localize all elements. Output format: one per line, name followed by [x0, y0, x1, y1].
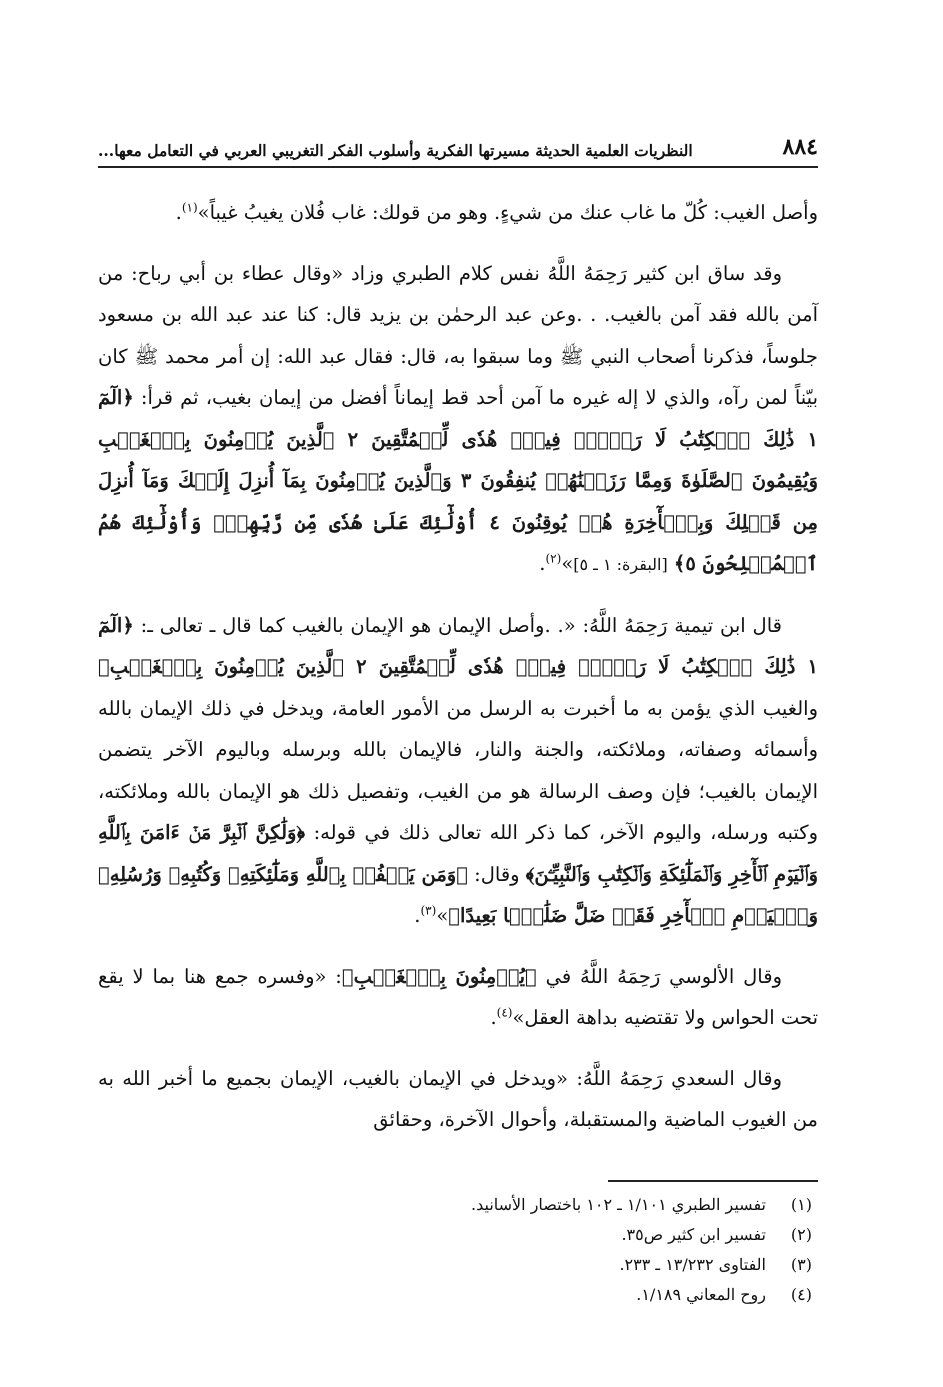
main-text	[98, 192, 818, 1160]
footnote-number: (٤)	[790, 1285, 812, 1304]
paragraph-text: وقال:	[474, 862, 520, 886]
quran-verse: ﴿يُؤۡمِنُونَ بِٱلۡغَيۡبِ﴾	[341, 964, 537, 988]
paragraph-ibn-kathir	[98, 253, 818, 586]
paragraph-text: والغيب الذي يؤمن به ما أخبرت به الرسل من الأمور العامة، ويدخل في ذلك الإيمان بالله وأسمائه وصفاته، وملائكته، والجنة والنار، فالإيمان بالله وبرسله وباليوم الآخر يتضمن الإيمان بالغيب؛ فإن وصف الرسالة هو من الغيب، وتفصيل ذلك هو الإيمان بالله وملائكته، وكتبه ورسله، واليوم الآخر، كما ذكر الله تعالى ذلك في قوله:	[98, 696, 819, 844]
footnote-item	[98, 1280, 812, 1310]
paragraph-text: : «وفسره جمع هنا بما لا يقع تحت الحواس ولا تقتضيه بداهة العقل»	[98, 964, 818, 1029]
paragraph-saadi	[98, 1058, 818, 1141]
footnote-item	[98, 1220, 812, 1250]
quran-verse: ﴿الٓمٓ ١ ذَٰلِكَ ٱلۡكِتَٰبُ لَا رَيۡبَۛ فِيهِۛ هُدٗى لِّلۡمُتَّقِينَ ٢ ٱلَّذِينَ يُؤۡمِنُونَ بِٱلۡغَيۡبِ وَيُقِيمُونَ ٱلصَّلَوٰةَ وَمِمَّا رَزَقۡنَٰهُمۡ يُنفِقُونَ ٣ وَٱلَّذِينَ يُؤۡمِنُونَ بِمَآ أُنزِلَ إِلَيۡكَ وَمَآ أُنزِلَ مِن قَبۡلِكَ وَبِٱلۡأٓخِرَةِ هُمۡ يُوقِنُونَ ٤ أُوْلَٰٓئِكَ عَلَىٰ هُدٗى مِّن رَّبِّهِمۡۖ وَأُوْلَٰٓئِكَ هُمُ ٱلۡمُفۡلِحُونَ ٥﴾	[98, 386, 819, 575]
footnote-marker: (٢)	[545, 551, 562, 566]
paragraph-text: وقال السعدي رَحِمَهُ اللَّهُ: «ويدخل في الإيمان بالغيب، الإيمان بجميع ما أخبر الله به من الغيوب الماضية والمستقبلة، وأحوال الآخرة، وحقائق	[98, 1066, 818, 1131]
paragraph-ghayb-definition	[98, 192, 818, 234]
footnote-marker: (١)	[181, 200, 198, 215]
footnote-text: تفسير الطبري ١/١٠١ ـ ١٠٢ باختصار الأسانيد.	[471, 1195, 766, 1214]
paragraph-alusi	[98, 956, 818, 1039]
footnote-marker: (٤)	[496, 1005, 513, 1020]
quote-close: »	[561, 552, 574, 575]
verse-reference: [البقرة: ١ ـ ٥]	[573, 555, 668, 574]
page-number: ٨٨٤	[782, 134, 818, 160]
paragraph-text: قال ابن تيمية رَحِمَهُ اللَّهُ: «. .وأصل الإيمان هو الإيمان بالغيب كما قال ـ تعالى ـ:	[140, 613, 782, 637]
footnote-number: (٣)	[790, 1255, 812, 1274]
footnotes	[98, 1190, 812, 1310]
paragraph-text: وأصل الغيب: كُلّ ما غاب عنك من شيءٍ. وهو من قولك: غاب فُلان يغيبُ غيباً»	[197, 201, 818, 224]
footnote-item	[98, 1190, 812, 1220]
quote-close: »	[436, 904, 449, 927]
sentence-end: .	[539, 552, 546, 575]
footnote-number: (١)	[790, 1195, 812, 1214]
paragraph-ibn-taymiyya	[98, 605, 818, 937]
footnote-text: الفتاوى ١٣/٢٣٢ ـ ٢٣٣.	[619, 1255, 766, 1274]
quran-verse: ﴿وَلَٰكِنَّ ٱلۡبِرَّ مَنۡ ءَامَنَ بِٱللَّهِ وَٱلۡيَوۡمِ ٱلۡأٓخِرِ وَٱلۡمَلَٰٓئِكَةِ وَٱلۡكِتَٰبِ وَٱلنَّبِيِّـۧنَ﴾	[98, 821, 818, 886]
footnote-text: روح المعاني ١/١٨٩.	[636, 1285, 766, 1304]
footnote-divider	[608, 1180, 818, 1182]
footnote-number: (٢)	[790, 1225, 812, 1244]
quran-verse: ﴿وَمَن يَكۡفُرۡ بِٱللَّهِ وَمَلَٰٓئِكَتِهِۦ وَكُتُبِهِۦ وَرُسُلِهِۦ وَٱلۡيَوۡمِ ٱلۡأٓخِرِ فَقَدۡ ضَلَّ ضَلَٰلَۢا بَعِيدًا﴾	[98, 862, 818, 927]
paragraph-text: وقد ساق ابن كثير رَحِمَهُ اللَّهُ نفس كلام الطبري وزاد «وقال عطاء بن أبي رباح: من آمن بالله فقد آمن بالغيب. . .وعن عبد الرحمٰن بن يزيد قال: كنا عند عبد الله بن مسعود جلوساً، فذكرنا أصحاب النبي ﷺ وما سبقوا به، قال: فقال عبد الله: إن أمر محمد ﷺ كان بيّناً لمن رآه، والذي لا إله غيره ما آمن أحد قط إيماناً أفضل من إيمان بغيب، ثم قرأ:	[98, 261, 818, 409]
sentence-end: .	[175, 201, 182, 224]
sentence-end: .	[490, 1006, 497, 1029]
footnote-item	[98, 1250, 812, 1280]
paragraph-text: وقال الألوسي رَحِمَهُ اللَّهُ في	[545, 964, 782, 988]
running-title: النظريات العلمية الحديثة مسيرتها الفكرية وأسلوب الفكر التغريبي العربي في التعامل معها...	[98, 141, 693, 160]
page-header	[98, 126, 818, 168]
sentence-end: .	[414, 904, 421, 927]
footnote-marker: (٣)	[420, 903, 437, 918]
footnote-text: تفسير ابن كثير ص٣٥.	[621, 1225, 766, 1244]
quran-verse: ﴿الٓمٓ ١ ذَٰلِكَ ٱلۡكِتَٰبُ لَا رَيۡبَۛ فِيهِۛ هُدٗى لِّلۡمُتَّقِينَ ٢ ٱلَّذِينَ يُؤۡمِنُونَ بِٱلۡغَيۡبِ﴾	[98, 613, 819, 678]
